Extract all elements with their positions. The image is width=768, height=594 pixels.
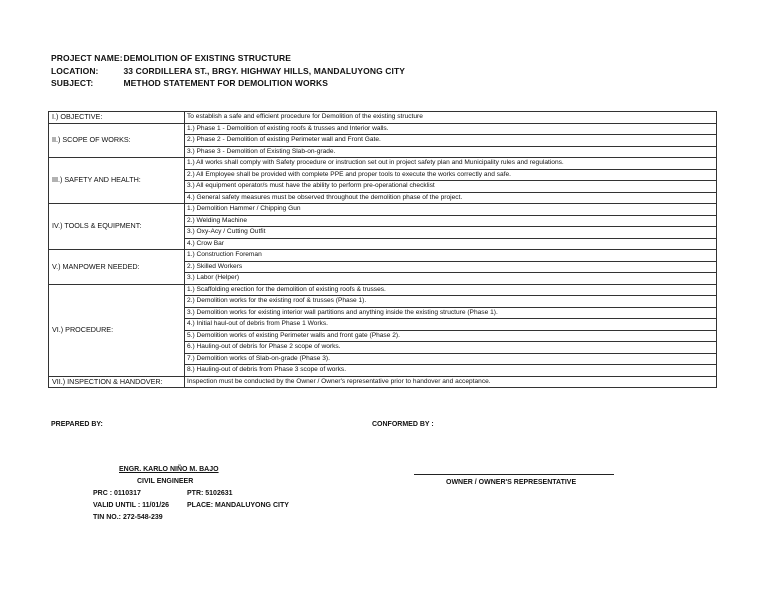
section-title: V.) MANPOWER NEEDED: bbox=[49, 250, 185, 285]
section-item: 6.) Hauling-out of debris for Phase 2 scope of works. bbox=[185, 342, 717, 354]
section-item: 4.) Initial haul-out of debris from Phase 1 Works. bbox=[185, 319, 717, 331]
section-item: 1.) All works shall comply with Safety procedure or instruction set out in project safety plan and Municipality rules and regulations. bbox=[185, 158, 717, 170]
table-row bbox=[49, 284, 717, 296]
location-label: LOCATION: bbox=[51, 66, 99, 76]
section-item: 1.) Scaffolding erection for the demolition of existing roofs & trusses. bbox=[185, 284, 717, 296]
section-item: 2.) All Employee shall be provided with complete PPE and proper tools to execute the works correctly and safe. bbox=[185, 169, 717, 181]
prepared-by-label: PREPARED BY: bbox=[51, 421, 103, 428]
section-title: II.) SCOPE OF WORKS: bbox=[49, 123, 185, 158]
section-item: 3.) Labor (Helper) bbox=[185, 273, 717, 285]
section-item: 2.) Phase 2 - Demolition of existing Perimeter wall and Front Gate. bbox=[185, 135, 717, 147]
section-item: 2.) Skilled Workers bbox=[185, 261, 717, 273]
section-item: 8.) Hauling-out of debris from Phase 3 scope of works. bbox=[185, 365, 717, 377]
conformed-by-label: CONFORMED BY : bbox=[372, 421, 434, 428]
section-title: IV.) TOOLS & EQUIPMENT: bbox=[49, 204, 185, 250]
subject-line bbox=[51, 78, 328, 88]
ptr-number: PTR: 5102631 bbox=[187, 490, 233, 497]
owner-signature-line bbox=[414, 474, 614, 475]
location-line bbox=[51, 66, 405, 76]
section-title: VI.) PROCEDURE: bbox=[49, 284, 185, 376]
section-item: 7.) Demolition works of Slab-on-grade (Phase 3). bbox=[185, 353, 717, 365]
table-row bbox=[49, 376, 717, 388]
section-item: 3.) All equipment operator/s must have the ability to perform pre-operational checklist bbox=[185, 181, 717, 193]
section-item: 2.) Demolition works for the existing roof & trusses (Phase 1). bbox=[185, 296, 717, 308]
owner-label: OWNER / OWNER'S REPRESENTATIVE bbox=[446, 479, 577, 486]
valid-until: VALID UNTIL : 11/01/26 bbox=[93, 502, 169, 509]
section-item: 2.) Welding Machine bbox=[185, 215, 717, 227]
location-value: 33 CORDILLERA ST., BRGY. HIGHWAY HILLS, MANDALUYONG CITY bbox=[123, 66, 406, 76]
table-row bbox=[49, 112, 717, 124]
tin-number: TIN NO.: 272-548-239 bbox=[93, 514, 163, 521]
section-item: 1.) Demolition Hammer / Chipping Gun bbox=[185, 204, 717, 216]
section-item: 3.) Demolition works for existing interior wall partitions and anything inside the existing structure (Phase 1). bbox=[185, 307, 717, 319]
subject-value: METHOD STATEMENT FOR DEMOLITION WORKS bbox=[123, 78, 329, 88]
method-statement-table bbox=[48, 111, 717, 388]
table-row bbox=[49, 158, 717, 170]
project-name-line bbox=[51, 53, 291, 63]
table-row bbox=[49, 204, 717, 216]
section-title: VII.) INSPECTION & HANDOVER: bbox=[49, 376, 185, 388]
section-title: III.) SAFETY AND HEALTH: bbox=[49, 158, 185, 204]
place: PLACE: MANDALUYONG CITY bbox=[187, 502, 289, 509]
section-item: 1.) Construction Foreman bbox=[185, 250, 717, 262]
table-row bbox=[49, 123, 717, 135]
section-item: 1.) Phase 1 - Demolition of existing roofs & trusses and Interior walls. bbox=[185, 123, 717, 135]
prc-number: PRC : 0110317 bbox=[93, 490, 141, 497]
section-item: 3.) Phase 3 - Demolition of Existing Slab-on-grade. bbox=[185, 146, 717, 158]
section-item: 4.) General safety measures must be observed throughout the demolition phase of the project. bbox=[185, 192, 717, 204]
section-item: To establish a safe and efficient procedure for Demolition of the existing structure bbox=[185, 112, 717, 124]
section-item: Inspection must be conducted by the Owner / Owner's representative prior to handover and acceptance. bbox=[185, 376, 717, 388]
project-name-value: DEMOLITION OF EXISTING STRUCTURE bbox=[123, 53, 292, 63]
project-name-label: PROJECT NAME: bbox=[51, 53, 123, 63]
engineer-title: CIVIL ENGINEER bbox=[137, 478, 194, 485]
section-item: 3.) Oxy-Acy / Cutting Outfit bbox=[185, 227, 717, 239]
subject-label: SUBJECT: bbox=[51, 78, 94, 88]
engineer-name: ENGR. KARLO NIÑO M. BAJO bbox=[119, 466, 219, 473]
section-item: 4.) Crow Bar bbox=[185, 238, 717, 250]
section-item: 5.) Demolition works of existing Perimeter walls and front gate (Phase 2). bbox=[185, 330, 717, 342]
section-title: I.) OBJECTIVE: bbox=[49, 112, 185, 124]
table-row bbox=[49, 250, 717, 262]
